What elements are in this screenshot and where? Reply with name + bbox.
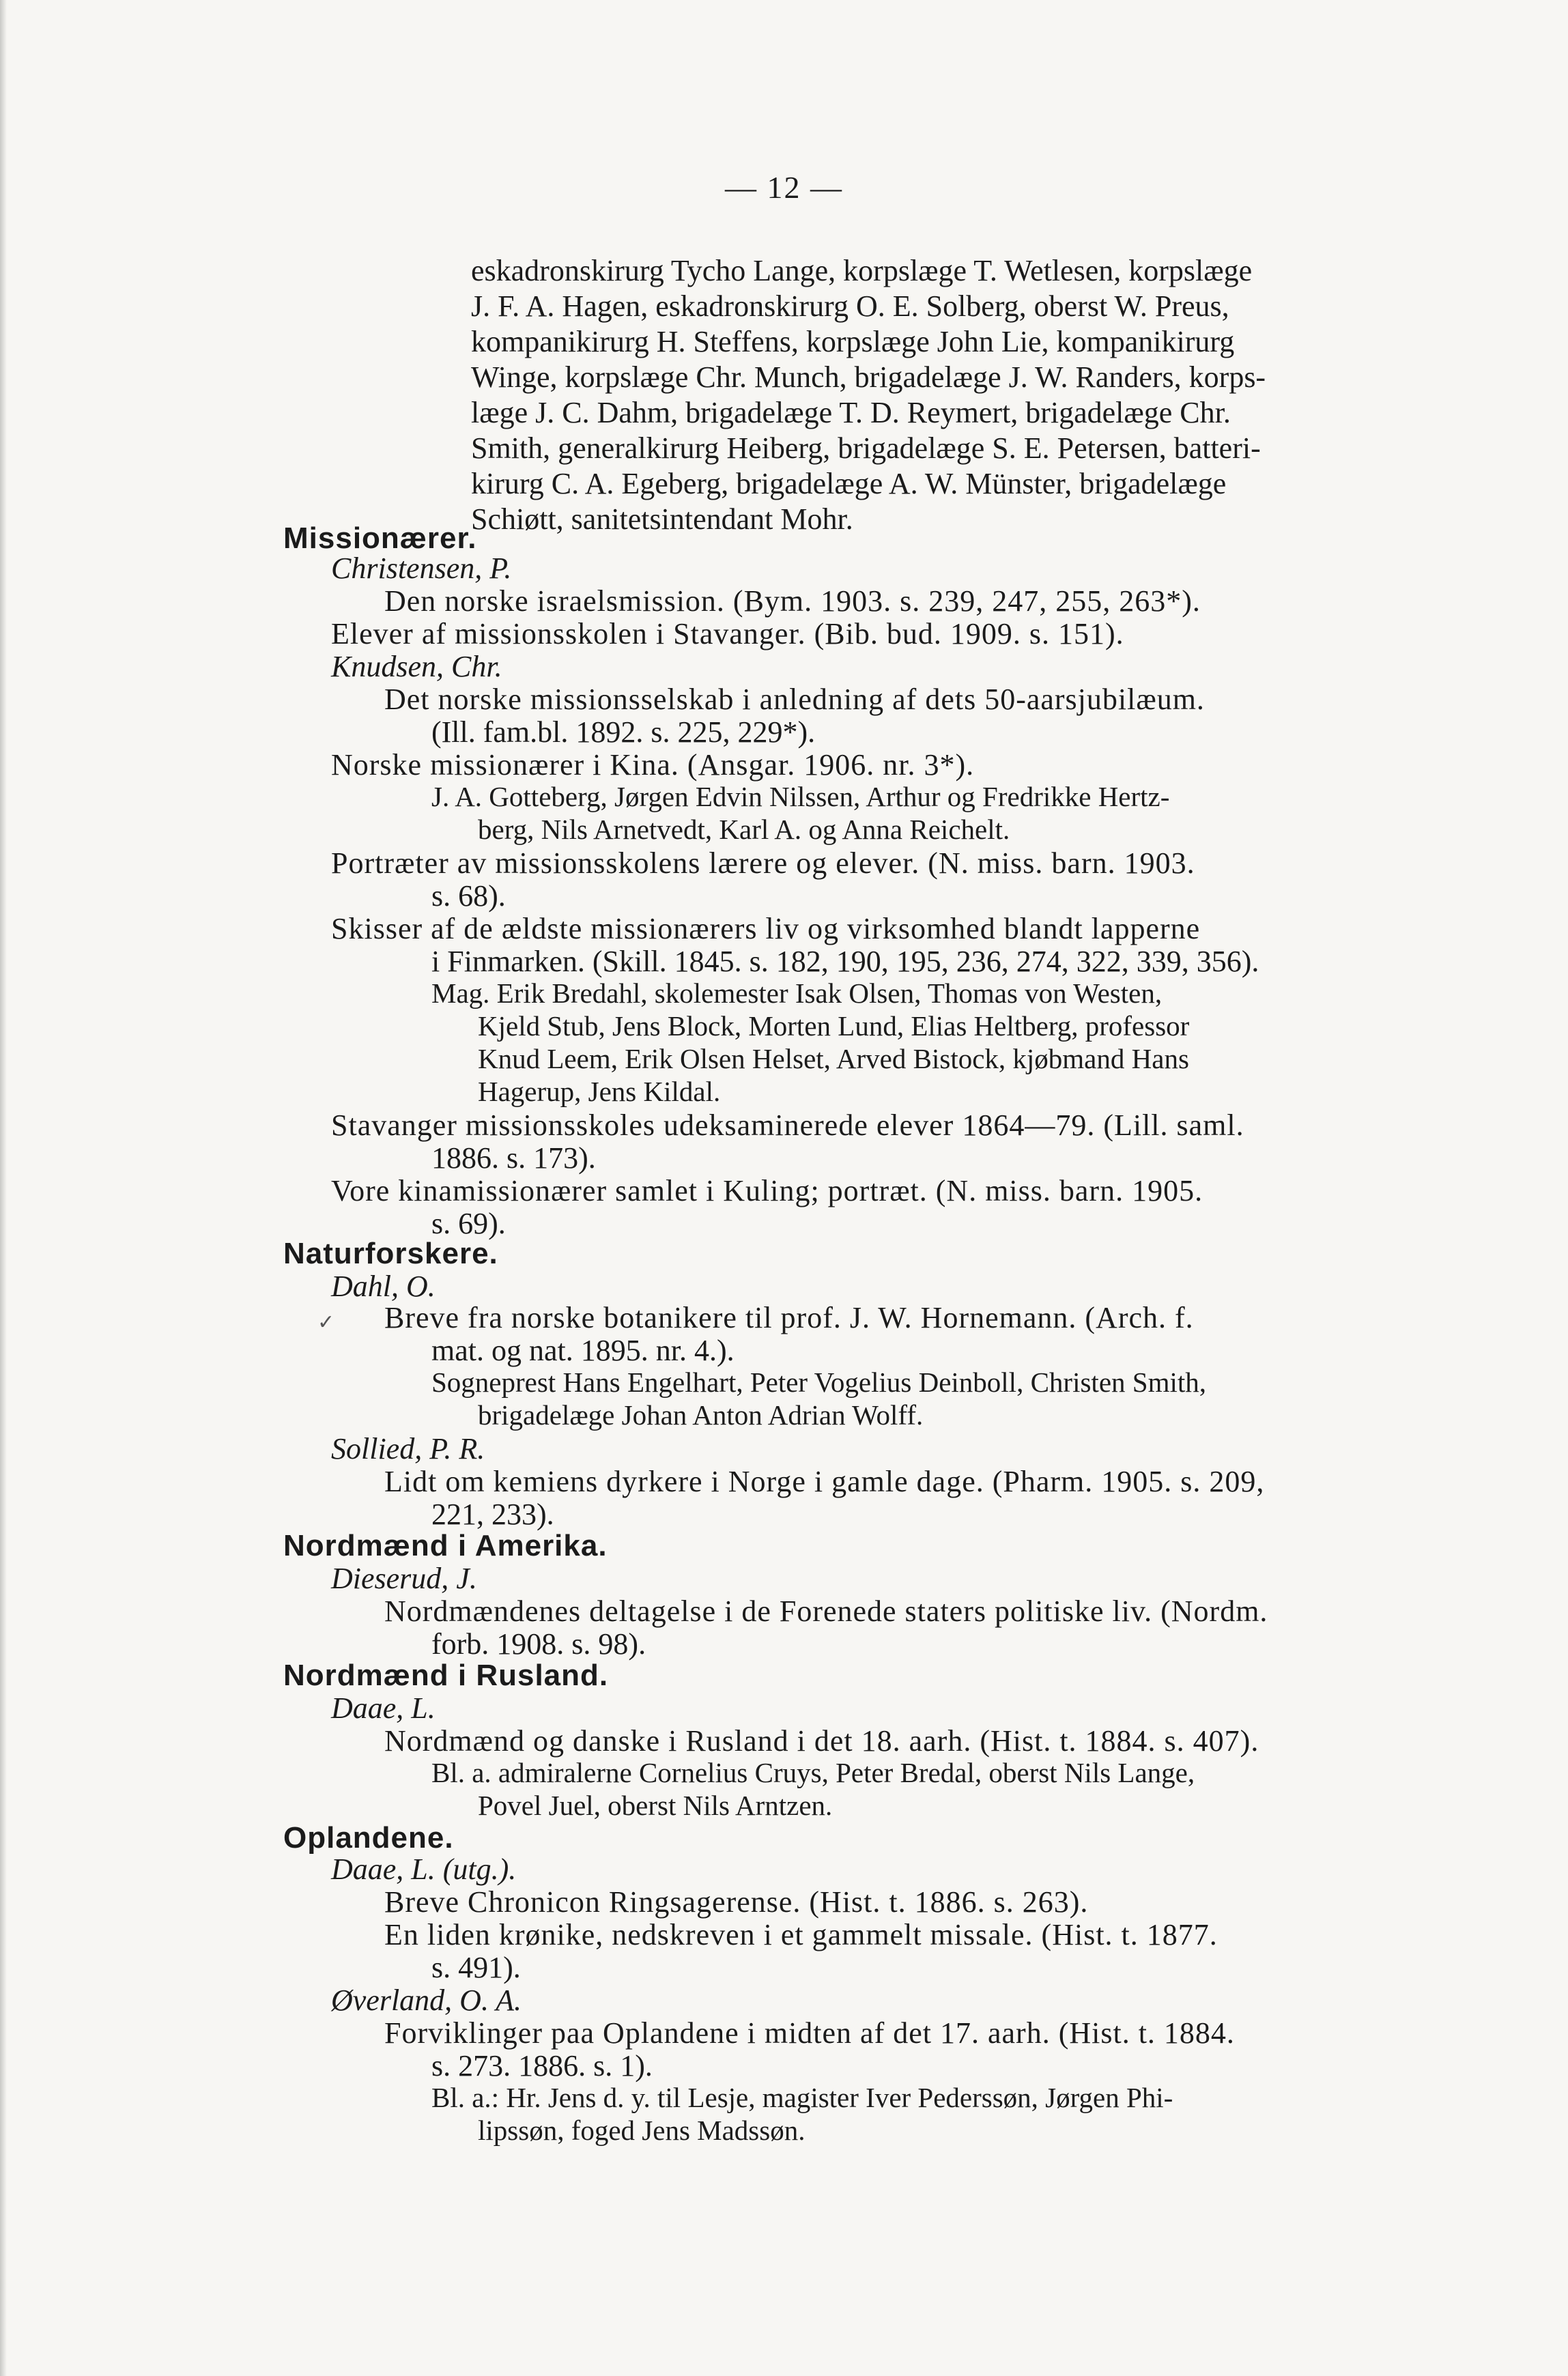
- entry-continuation: (Ill. fam.bl. 1892. s. 225, 229*).: [431, 715, 816, 749]
- intro-line: Winge, korpslæge Chr. Munch, brigadelæge J. W. Randers, korps-: [471, 360, 1266, 394]
- entry-note-continuation: Hagerup, Jens Kildal.: [478, 1076, 721, 1107]
- intro-line: kompanikirurg H. Steffens, korpslæge John Lie, kompanikirurg: [471, 325, 1235, 358]
- author-name: Daae, L.: [331, 1691, 436, 1725]
- entry-note-continuation: brigadelæge Johan Anton Adrian Wolff.: [478, 1399, 924, 1431]
- section-heading: Oplandene.: [283, 1821, 454, 1855]
- entry-title: Nordmændenes deltagelse i de Forenede staters politiske liv. (Nordm.: [384, 1594, 1268, 1628]
- intro-line: Smith, generalkirurg Heiberg, brigadelæge S. E. Petersen, batteri-: [471, 431, 1261, 465]
- entry-note-continuation: Kjeld Stub, Jens Block, Morten Lund, Elias Heltberg, professor: [478, 1010, 1190, 1042]
- entry-note: Sogneprest Hans Engelhart, Peter Vogelius Deinboll, Christen Smith,: [431, 1366, 1206, 1398]
- entry-continuation: 1886. s. 173).: [431, 1141, 596, 1175]
- section-heading: Nordmænd i Rusland.: [283, 1659, 609, 1692]
- entry-note: Bl. a.: Hr. Jens d. y. til Lesje, magister Iver Pederssøn, Jørgen Phi-: [431, 2082, 1173, 2113]
- entry-note: Mag. Erik Bredahl, skolemester Isak Olsen, Thomas von Westen,: [431, 977, 1163, 1009]
- margin-mark: ✓: [317, 1311, 335, 1334]
- entry-note-continuation: Knud Leem, Erik Olsen Helset, Arved Bistock, kjøbmand Hans: [478, 1043, 1189, 1074]
- page-number: — 12 —: [725, 170, 843, 205]
- author-name: Øverland, O. A.: [331, 1984, 522, 2017]
- entry-title: Breve fra norske botanikere til prof. J. W. Hornemann. (Arch. f.: [384, 1301, 1194, 1334]
- entry-continuation: mat. og nat. 1895. nr. 4.).: [431, 1334, 735, 1367]
- page-edge-shadow: [0, 0, 7, 2376]
- entry-title: Det norske missionsselskab i anledning af dets 50-aarsjubilæum.: [384, 683, 1205, 716]
- entry-continuation: s. 68).: [431, 879, 506, 913]
- author-name: Daae, L. (utg.).: [331, 1852, 517, 1886]
- entry-title: Den norske israelsmission. (Bym. 1903. s. 239, 247, 255, 263*).: [384, 584, 1201, 618]
- intro-line: kirurg C. A. Egeberg, brigadelæge A. W. Münster, brigadelæge: [471, 467, 1227, 500]
- entry-note-continuation: lipssøn, foged Jens Madssøn.: [478, 2115, 806, 2146]
- entry-continuation: forb. 1908. s. 98).: [431, 1627, 646, 1661]
- entry-note-continuation: berg, Nils Arnetvedt, Karl A. og Anna Reichelt.: [478, 814, 1010, 845]
- intro-line: læge J. C. Dahm, brigadelæge T. D. Reymert, brigadelæge Chr.: [471, 396, 1231, 429]
- entry-continuation: s. 69).: [431, 1207, 506, 1240]
- entry-continuation: 221, 233).: [431, 1498, 554, 1531]
- entry-title: Lidt om kemiens dyrkere i Norge i gamle dage. (Pharm. 1905. s. 209,: [384, 1465, 1265, 1498]
- entry-title: Skisser af de ældste missionærers liv og virksomhed blandt lapperne: [331, 912, 1201, 945]
- section-heading: Naturforskere.: [283, 1237, 498, 1270]
- entry-title: Breve Chronicon Ringsagerense. (Hist. t. 1886. s. 263).: [384, 1885, 1089, 1919]
- intro-line: J. F. A. Hagen, eskadronskirurg O. E. Solberg, oberst W. Preus,: [471, 289, 1229, 323]
- entry-note-continuation: Povel Juel, oberst Nils Arntzen.: [478, 1790, 833, 1821]
- author-name: Knudsen, Chr.: [331, 650, 502, 683]
- entry-title: Nordmænd og danske i Rusland i det 18. aarh. (Hist. t. 1884. s. 407).: [384, 1724, 1259, 1758]
- author-name: Dieserud, J.: [331, 1562, 477, 1595]
- entry-title: Stavanger missionsskoles udeksaminerede elever 1864—79. (Lill. saml.: [331, 1108, 1244, 1142]
- entry-title: Forviklinger paa Oplandene i midten af det 17. aarh. (Hist. t. 1884.: [384, 2016, 1235, 2050]
- entry-continuation: s. 491).: [431, 1951, 521, 1984]
- author-name: Christensen, P.: [331, 552, 512, 585]
- entry-title: En liden krønike, nedskreven i et gammelt missale. (Hist. t. 1877.: [384, 1918, 1218, 1951]
- entry-title: Portræter av missionsskolens lærere og elever. (N. miss. barn. 1903.: [331, 846, 1195, 880]
- entry-continuation: i Finmarken. (Skill. 1845. s. 182, 190, 195, 236, 274, 322, 339, 356).: [431, 945, 1259, 978]
- intro-line: eskadronskirurg Tycho Lange, korpslæge T. Wetlesen, korpslæge: [471, 254, 1253, 287]
- section-heading: Nordmænd i Amerika.: [283, 1529, 608, 1562]
- intro-line: Schiøtt, sanitetsintendant Mohr.: [471, 502, 853, 536]
- entry-note: Bl. a. admiralerne Cornelius Cruys, Peter Bredal, oberst Nils Lange,: [431, 1757, 1195, 1788]
- author-name: Dahl, O.: [331, 1270, 436, 1303]
- section-heading: Missionærer.: [283, 521, 477, 555]
- entry-title: Elever af missionsskolen i Stavanger. (Bib. bud. 1909. s. 151).: [331, 617, 1124, 650]
- entry-title: Vore kinamissionærer samlet i Kuling; portræt. (N. miss. barn. 1905.: [331, 1174, 1203, 1207]
- entry-note: J. A. Gotteberg, Jørgen Edvin Nilssen, Arthur og Fredrikke Hertz-: [431, 781, 1170, 812]
- entry-continuation: s. 273. 1886. s. 1).: [431, 2049, 653, 2082]
- author-name: Sollied, P. R.: [331, 1432, 485, 1465]
- entry-title: Norske missionærer i Kina. (Ansgar. 1906. nr. 3*).: [331, 748, 975, 782]
